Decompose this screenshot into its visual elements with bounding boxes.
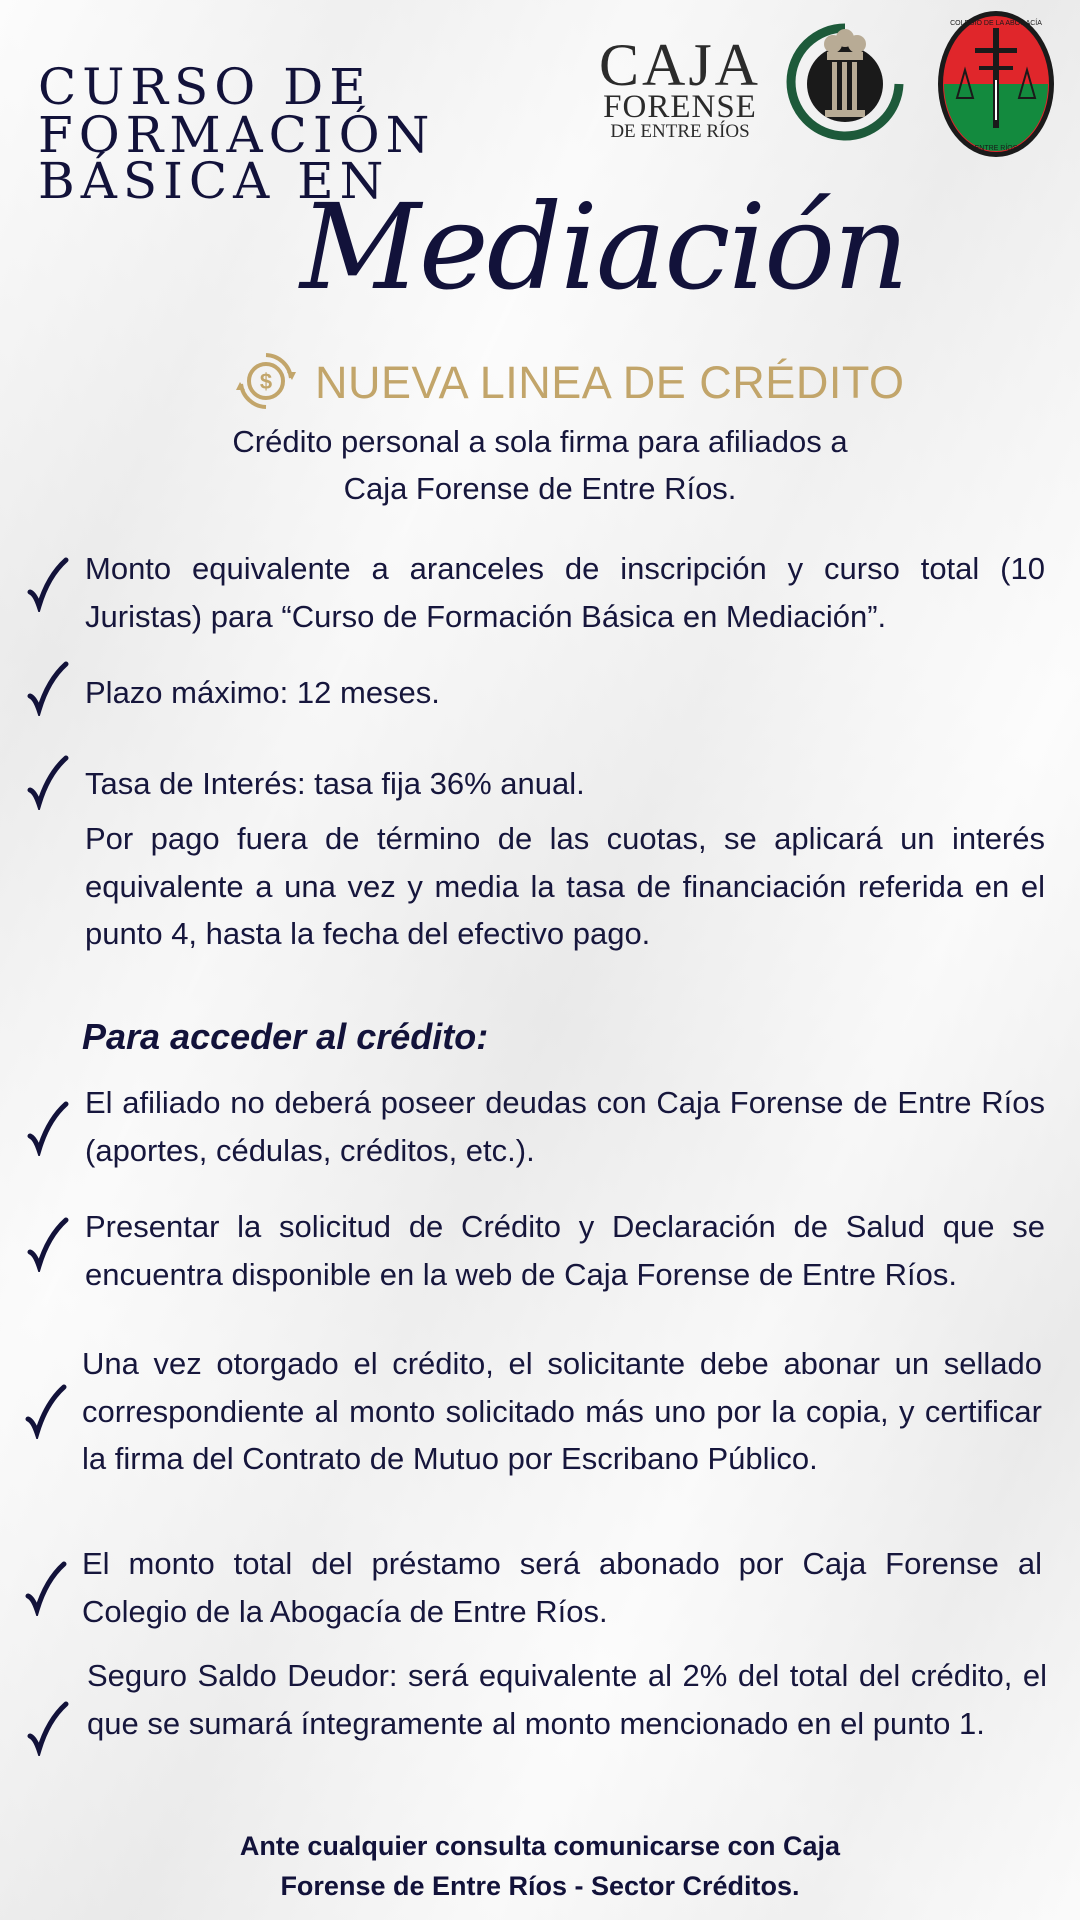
condition-item-1: Monto equivalente a aranceles de inscripción y curso total (10 Juristas) para “Curso de Formación Básica en Mediación”. <box>85 551 1045 634</box>
caja-logo-line1: CAJA <box>598 32 762 98</box>
caja-logo-line3: DE ENTRE RÍOS <box>610 121 750 142</box>
access-item-1: El afiliado no deberá poseer deudas con Caja Forense de Entre Ríos (aportes, cédulas, créditos, etc.). <box>85 1085 1045 1168</box>
access-item-5: Seguro Saldo Deudor: será equivalente al 2% del total del crédito, el que se sumará íntegramente al monto mencionado en el punto 1. <box>87 1658 1047 1741</box>
access-heading: Para acceder al crédito: <box>82 1016 489 1057</box>
intro-line-1: Crédito personal a sola firma para afiliados a <box>232 424 848 459</box>
svg-text:$: $ <box>259 369 273 394</box>
condition-item-2: Plazo máximo: 12 meses. <box>85 675 440 710</box>
checkmark-icon <box>26 1700 70 1756</box>
title-line-1: CURSO DE <box>38 58 372 116</box>
footer-line-2: Forense de Entre Ríos - Sector Créditos. <box>280 1871 800 1901</box>
caja-logo-line2: FORENSE <box>603 89 757 125</box>
column-seal-icon <box>785 22 905 142</box>
access-item-4: El monto total del préstamo será abonado por Caja Forense al Colegio de la Abogacía de Entre Ríos. <box>82 1546 1042 1629</box>
script-title: Mediación <box>300 178 908 316</box>
checkmark-icon <box>24 1560 68 1616</box>
svg-text:ENTRE RÍOS: ENTRE RÍOS <box>974 145 1018 152</box>
access-item-2: Presentar la solicitud de Crédito y Declaración de Salud que se encuentra disponible en la web de Caja Forense de Entre Ríos. <box>85 1209 1045 1292</box>
intro-line-2: Caja Forense de Entre Ríos. <box>343 471 737 506</box>
title-line-3: BÁSICA EN <box>38 152 390 210</box>
svg-text:COLEGIO DE LA ABOGACÍA: COLEGIO DE LA ABOGACÍA <box>950 20 1042 27</box>
colegio-abogacia-seal-icon <box>935 8 1057 160</box>
condition-item-3: Tasa de Interés: tasa fija 36% anual. <box>85 766 585 801</box>
late-payment-note: Por pago fuera de término de las cuotas, se aplicará un interés equivalente a una vez y media la tasa de financiación referida en el punto 4, hasta la fecha del efectivo pago. <box>85 821 1045 951</box>
checkmark-icon <box>26 1216 70 1272</box>
caja-forense-logo <box>595 32 765 142</box>
access-item-3: Una vez otorgado el crédito, el solicitante debe abonar un sellado correspondiente al monto solicitado más uno por la copia, y certificar la firma del Contrato de Mutuo por Escribano Público. <box>82 1346 1042 1476</box>
checkmark-icon <box>24 1383 68 1439</box>
title-line-2: FORMACIÓN <box>38 106 436 164</box>
footer-line-1: Ante cualquier consulta comunicarse con Caja <box>239 1831 841 1861</box>
checkmark-icon <box>26 754 70 810</box>
checkmark-icon <box>26 1100 70 1156</box>
credit-heading: NUEVA LINEA DE CRÉDITO <box>315 357 905 408</box>
checkmark-icon <box>26 660 70 716</box>
dollar-cycle-icon <box>235 350 297 412</box>
checkmark-icon <box>26 556 70 612</box>
